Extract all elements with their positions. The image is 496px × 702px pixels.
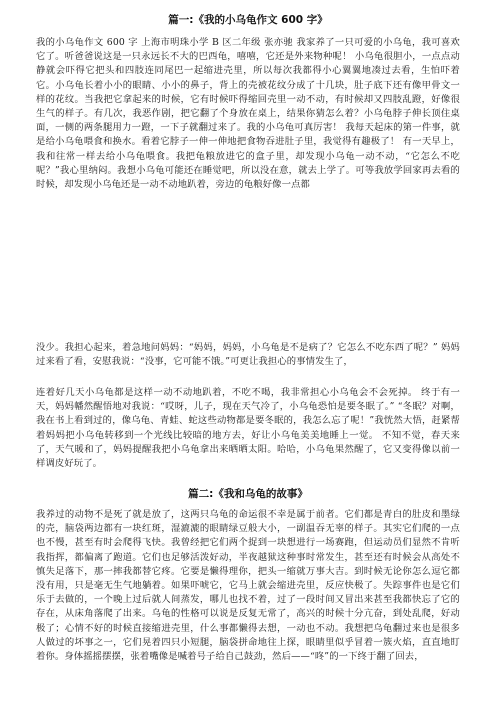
essay-1-paragraph-2 xyxy=(36,341,460,369)
essay-1-paragraph-3 xyxy=(36,386,460,471)
paragraph-text: 我的小乌龟作文 600 字 上海市明珠小学 B 区二年级 张亦驰 我家养了一只可爱的小乌龟，我可喜欢它了。听爸爸说这是一只永远长不大的巴西龟，嘻嘻，它还是外来物种呢！ 小乌龟很胆小，一点点动静就会吓得它把头和四肢连同尾巴一起缩进壳里，所以每次我都得小心翼翼地凑过去看，生怕吓着它。小乌龟长着小小的眼睛、小小的鼻子，背上的壳被花纹分成了十几块，肚子底下还有像甲骨文一样的花纹。当我把它拿起来的时候，它有时候吓得缩回壳里一动不动，有时候却又四肢乱蹬，好像很生气的样子。有几次，我恶作剧，把它翻了个身放在桌上，结果你猜怎么着？小乌龟脖子伸长顶住桌面，一侧的两条腿用力一蹬，一下子就翻过来了。我的小乌龟可真厉害！ 我每天起床的第一件事，就是给小乌龟喂食和换水。看着它脖子一伸一伸地把食物吞进肚子里，我觉得有趣极了！ 有一天早上，我和往常一样去给小乌龟喂食。我把龟粮放进它的盒子里，却发现小乌龟一动不动，“它怎么不吃呢？”我心里纳闷。我想小乌龟可能还在睡觉吧，所以没在意，就去上学了。可等我放学回家再去看的时候，却发现小乌龟还是一动不动地趴着，旁边的龟粮好像一点都 xyxy=(36,37,460,191)
essay-2-title: 篇二:《我和乌龟的故事》 xyxy=(188,488,308,500)
paragraph-text: 没少。我担心起来，着急地问妈妈：“妈妈，妈妈，小乌龟是不是病了？它怎么不吃东西了呢？” 妈妈过来看了看，安慰我说：“没事，它可能不饿。”可更让我担心的事情发生了， xyxy=(36,342,460,368)
essay-1-title: 篇一:《我的小乌龟作文 600 字》 xyxy=(168,14,328,26)
essay-1-paragraph-1 xyxy=(36,36,460,192)
paragraph-text: 我养过的动物不是死了就是放了，这两只乌龟的命运很不幸是属于前者。它们都是青白的肚皮和墨绿的壳，脑袋两边都有一块红斑，湿漉漉的眼睛绿豆般大小，一副温吞无辜的样子。其实它们爬的一点也不慢，甚至有时会爬得飞快。我曾经把它们两个捉到一块想进行一场赛跑，但运动员们显然不肯听我指挥，都偏离了跑道。它们也足够活泼好动，半夜越狱这种事时常发生，甚至还有时候会从高处不慎失足落下，那一摔我都替它疼。它要是懒得理你，把头一缩就万事大吉。到时候无论你怎么逗它都没有用，只是毫无生气地躺着。如果吓唬它，它马上就会缩进壳里，反应快极了。失踪事件也是它们乐于去做的，一个晚上过后就人间蒸发，哪儿也找不着，过了一段时间又冒出来甚至我都快忘了它的存在，从床角落爬了出来。乌龟的性格可以说是反复无常了，高兴的时候十分亢奋，到处乱爬，好动极了；心情不好的时候直接缩进壳里，什么事都懒得去想，一动也不动。我想把乌龟翻过来也是很多人做过的坏事之一，它们晃着四只小短腿，脑袋拼命地往上探，眼睛里似乎冒着一簇火焰，直直地盯着你。身体摇摇摆摆，张着嘴像是喊着号子给自己鼓劲，然后——“咚”的一下终于翻了回去， xyxy=(36,509,460,663)
essay-2-paragraph-1 xyxy=(36,508,460,664)
paragraph-text: 连着好几天小乌龟都是这样一动不动地趴着，不吃不喝，我非常担心小乌龟会不会死掉。 终于有一天，妈妈幡然醒悟地对我说：“哎呀，儿子，现在天气冷了，小乌龟恐怕是要冬眠了。” “冬眠？对啊，我在书上看到过的，像乌龟、青蛙、蛇这些动物都是要冬眠的，我怎么忘了呢！”我恍然大悟，赶紧帮着妈妈把小乌龟转移到一个光线比较暗的地方去，好让小乌龟美美地睡上一觉。 不知不觉，春天来了，天气暖和了，妈妈提醒我把小乌龟拿出来晒晒太阳。哈哈，小乌龟果然醒了，它又变得像以前一样调皮好玩了。 xyxy=(36,387,460,470)
